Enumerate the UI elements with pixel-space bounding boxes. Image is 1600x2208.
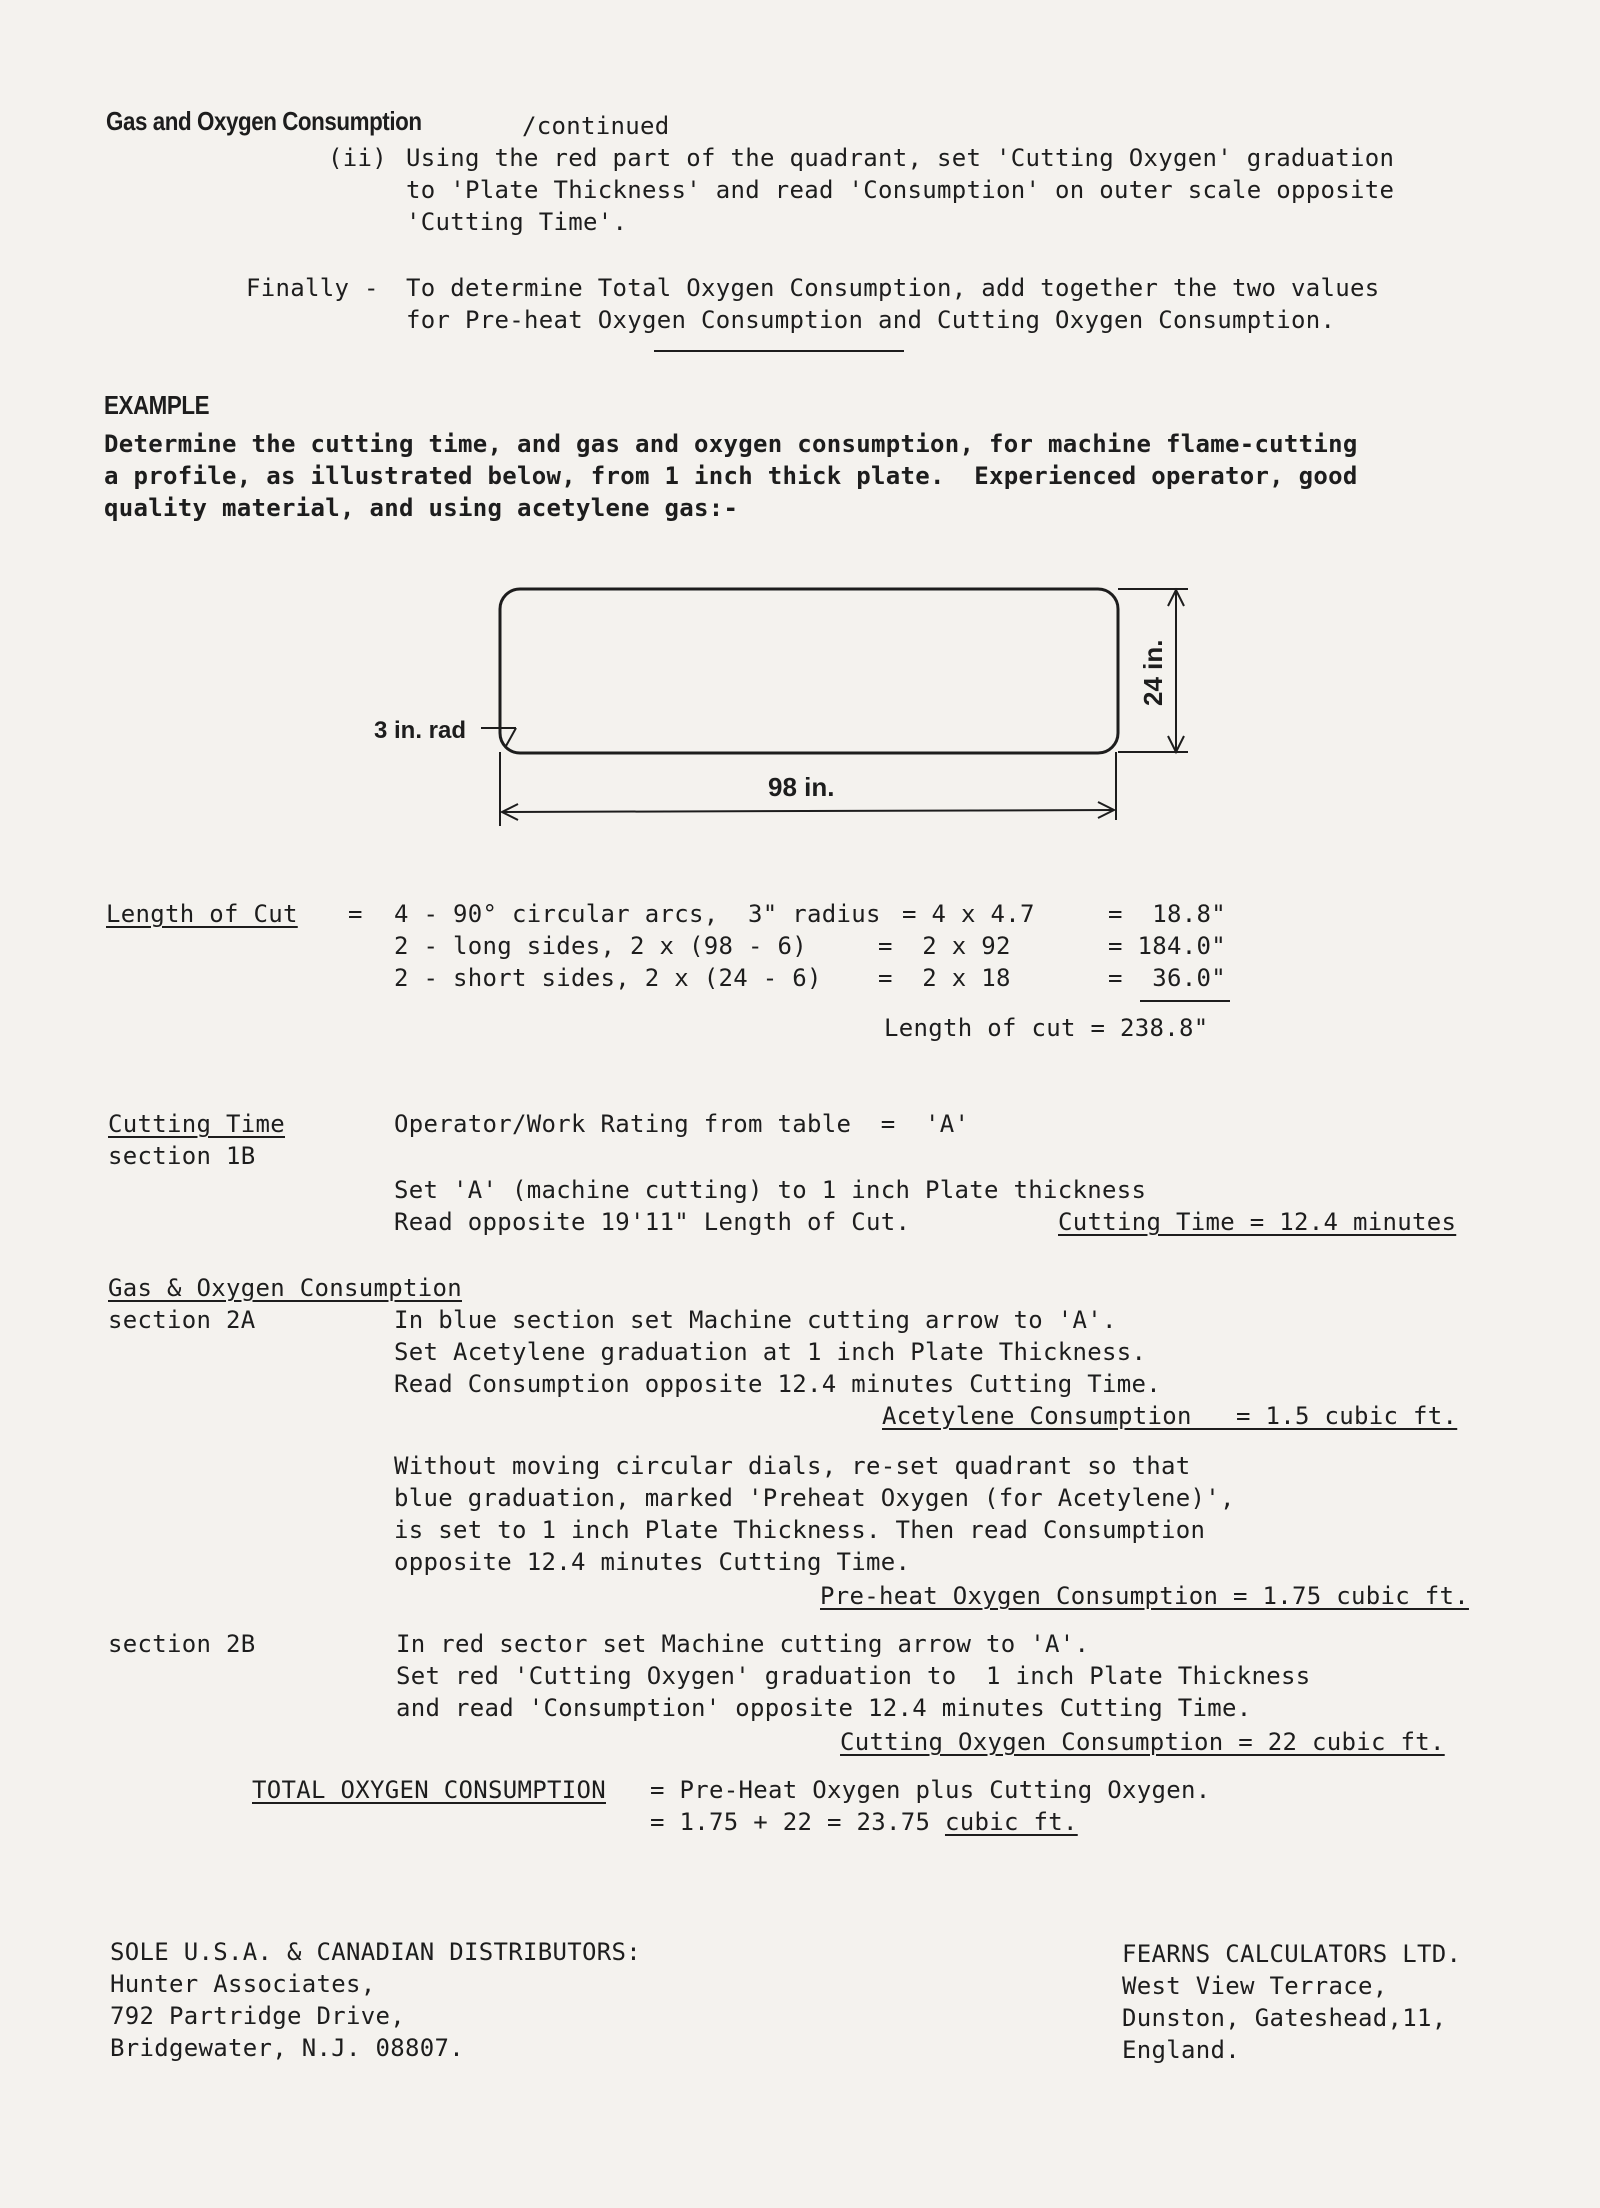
finally-line: for Pre-heat Oxygen Consumption and Cutting Oxygen Consumption. — [406, 306, 1336, 334]
finally-line: To determine Total Oxygen Consumption, add together the two values — [406, 274, 1380, 302]
cutting-time-result: Cutting Time = 12.4 minutes — [1058, 1208, 1457, 1236]
manufacturer-line: FEARNS CALCULATORS LTD. — [1122, 1940, 1462, 1968]
distributor-line: Bridgewater, N.J. 08807. — [110, 2034, 464, 2062]
section-2b-label: section 2B — [108, 1630, 256, 1658]
section-2a-line: In blue section set Machine cutting arrow to 'A'. — [394, 1306, 1117, 1334]
cut-row-result: = 36.0" — [1108, 964, 1226, 992]
preheat-line: is set to 1 inch Plate Thickness. Then read Consumption — [394, 1516, 1206, 1544]
cut-row-calc: = 4 x 4.7 — [902, 900, 1035, 928]
manufacturer-line: West View Terrace, — [1122, 1972, 1388, 2000]
item-ii-line: to 'Plate Thickness' and read 'Consumption' on outer scale opposite — [406, 176, 1395, 204]
distributor-line: SOLE U.S.A. & CANADIAN DISTRIBUTORS: — [110, 1938, 641, 1966]
manufacturer-line: England. — [1122, 2036, 1240, 2064]
cut-row-desc: 2 - long sides, 2 x (98 - 6) — [394, 932, 807, 960]
cut-row-result: = 184.0" — [1108, 932, 1226, 960]
profile-shape — [500, 589, 1118, 753]
preheat-line: blue graduation, marked 'Preheat Oxygen (for Acetylene)', — [394, 1484, 1235, 1512]
total-unit: cubic ft. — [944, 1808, 1078, 1836]
total-label: TOTAL OXYGEN CONSUMPTION — [252, 1776, 606, 1804]
cutting-time-line: Operator/Work Rating from table = 'A' — [394, 1110, 970, 1138]
radius-arrow-icon — [506, 728, 516, 746]
item-ii-label: (ii) — [328, 144, 387, 172]
sum-rule — [1140, 1000, 1230, 1002]
example-line: a profile, as illustrated below, from 1 inch thick plate. Experienced operator, good — [104, 462, 1358, 490]
total-line — [650, 1806, 1078, 1838]
width-dimension-line — [502, 810, 1114, 812]
gas-oxygen-label: Gas & Oxygen Consumption — [108, 1274, 462, 1302]
section-2b-line: Set red 'Cutting Oxygen' graduation to 1 inch Plate Thickness — [396, 1662, 1311, 1690]
total-calculation: = 1.75 + 22 = 23.75 — [650, 1808, 945, 1836]
section-2a-line: Set Acetylene graduation at 1 inch Plate Thickness. — [394, 1338, 1147, 1366]
section-title: Gas and Oxygen Consumption — [106, 106, 422, 136]
height-label: 24 in. — [1138, 639, 1168, 706]
cutting-time-line: Read opposite 19'11" Length of Cut. — [394, 1208, 911, 1236]
manufacturer-line: Dunston, Gateshead,11, — [1122, 2004, 1447, 2032]
finally-label: Finally - — [246, 274, 379, 302]
section-2a-label: section 2A — [108, 1306, 256, 1334]
distributor-line: Hunter Associates, — [110, 1970, 376, 1998]
cutting-time-label: Cutting Time — [108, 1110, 285, 1138]
section-2b-line: and read 'Consumption' opposite 12.4 minutes Cutting Time. — [396, 1694, 1252, 1722]
cut-row-desc: 2 - short sides, 2 x (24 - 6) — [394, 964, 822, 992]
example-line: Determine the cutting time, and gas and oxygen consumption, for machine flame-cutting — [104, 430, 1358, 458]
section-2a-line: Read Consumption opposite 12.4 minutes Cutting Time. — [394, 1370, 1161, 1398]
continued-label: /continued — [522, 112, 670, 140]
cut-row-desc: 4 - 90° circular arcs, 3" radius — [394, 900, 881, 928]
example-heading: EXAMPLE — [104, 390, 210, 420]
total-line: = Pre-Heat Oxygen plus Cutting Oxygen. — [650, 1776, 1211, 1804]
width-label: 98 in. — [768, 772, 835, 802]
radius-label: 3 in. rad — [374, 717, 467, 744]
item-ii-line: Using the red part of the quadrant, set 'Cutting Oxygen' graduation — [406, 144, 1395, 172]
acetylene-result: Acetylene Consumption = 1.5 cubic ft. — [882, 1402, 1458, 1430]
item-ii-line: 'Cutting Time'. — [406, 208, 628, 236]
profile-diagram — [0, 0, 1600, 860]
cutting-time-line: Set 'A' (machine cutting) to 1 inch Plate thickness — [394, 1176, 1147, 1204]
length-of-cut-total: Length of cut = 238.8" — [884, 1014, 1209, 1042]
cut-row-calc: = 2 x 92 — [878, 932, 1011, 960]
preheat-line: opposite 12.4 minutes Cutting Time. — [394, 1548, 911, 1576]
cut-row-calc: = 2 x 18 — [878, 964, 1011, 992]
cut-row-result: = 18.8" — [1108, 900, 1226, 928]
length-of-cut-label: Length of Cut — [106, 900, 298, 928]
preheat-line: Without moving circular dials, re-set quadrant so that — [394, 1452, 1191, 1480]
section-2b-line: In red sector set Machine cutting arrow to 'A'. — [396, 1630, 1090, 1658]
example-line: quality material, and using acetylene gas:- — [104, 494, 739, 522]
cutting-oxygen-result: Cutting Oxygen Consumption = 22 cubic ft. — [840, 1728, 1445, 1756]
distributor-line: 792 Partridge Drive, — [110, 2002, 405, 2030]
preheat-result: Pre-heat Oxygen Consumption = 1.75 cubic ft. — [820, 1582, 1469, 1610]
equals-sign: = — [348, 900, 363, 928]
section-1b-label: section 1B — [108, 1142, 256, 1170]
